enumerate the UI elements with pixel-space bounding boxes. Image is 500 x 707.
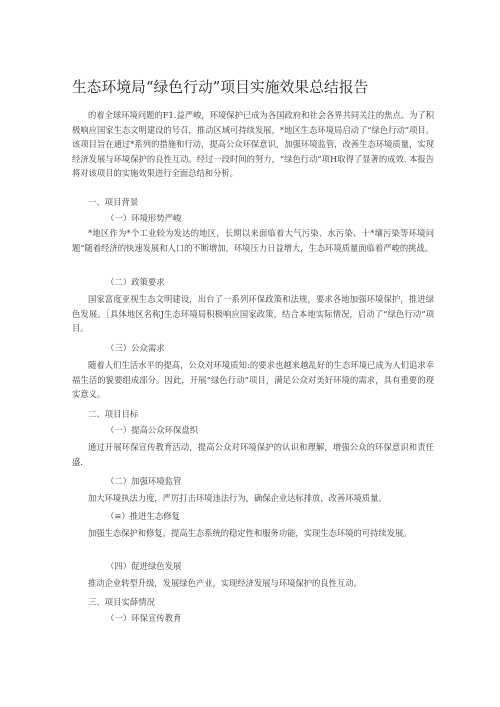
paragraph-policy: 国家富度亚视生态文明建设，出台了一系列环保政策和法规，要求各地加强环境保护，推进绿色发展。［具体地区名称J生态环境局积极响应国家政策，结合本地实际情况，启动了“绿色行动”项目。 — [72, 294, 434, 334]
intro-paragraph: 的着全球环境问题的F1.益严峻，环境保护已成为各国政府和社会各界共同关注的焦点。为了积极响应国家生态文明建设的号召，推动区域可持续发展，*地区生态环境局启动了“绿色行动”项目。该项目旨在通过*系列的措施和行动，提高公众环保意识，加强环境监管，改善生态环境质量，实现经济发展与环境保护的良性互动。经过一段时间的努力，“绿色行动”项H取得了显著的成效. 本报告将对该项目的实施效果进行全面总结和分析。 — [72, 110, 434, 179]
subsection-heading-policy: （二）政策要求 — [106, 277, 165, 287]
paragraph-awareness: 通过开展环保宣传教育活动，提高公众对环境保护的认识和理解，增强公众的环保意识和责任盛. — [72, 442, 434, 467]
paragraph-environment: *地区作为*个工业较为发达的地区，长期以来面临着大气污染、水污染、十*壤污染等环境问题“随着经济的快速发展和人口的不断增加，环境压力日益增大，生态环境质量面临着严峻的挑战。 — [72, 228, 434, 253]
paragraph-restoration: 加强生态保护和修复，提高生态系统的稳定性和服务功能，实现生态环境的可持续发展。 — [88, 528, 412, 538]
subsection-heading-green-development: （四）促进绿色发展 — [106, 561, 182, 571]
section-heading-implementation: 三、项目实薛情况 — [88, 597, 155, 607]
document-title: 生态环境局“绿色行动”项目实施效果总结报告 — [72, 79, 369, 96]
section-heading-background: 一、项目背景 — [88, 197, 139, 207]
subsection-heading-supervision: （二）加强环境监管 — [106, 476, 182, 486]
paragraph-supervision: 加大环境执法力度，严厉打击环境违法行为，确保企业达标排放，改善环境质量。 — [88, 493, 387, 503]
subsection-heading-awareness: （一）提高公众环保盘织 — [106, 425, 199, 435]
paragraph-public-demand: 随着人们生活水平的提高，公众对环境质知:的要求也越来越乱好的生态环境已成为人们追求幸福生活的貌要组成部分。因此，开展“绿色行动”项目，满足公众对美好环境的需求，具有重要的现实意义。 — [72, 360, 434, 400]
subsection-heading-restoration: （≡）推进生态修复 — [106, 511, 181, 521]
section-heading-goals: 二、项目目标 — [88, 409, 139, 419]
subsection-heading-education: （一）环保宣传教育 — [106, 613, 182, 623]
subsection-heading-public-demand: （三）公众需求 — [106, 343, 165, 353]
subsection-heading-environment: （一）环境形势严峻 — [106, 213, 182, 223]
paragraph-green-development: 推动企业转型升级，发展绿色产业，实现经济发展与环境保护的良性互动。 — [88, 578, 362, 588]
